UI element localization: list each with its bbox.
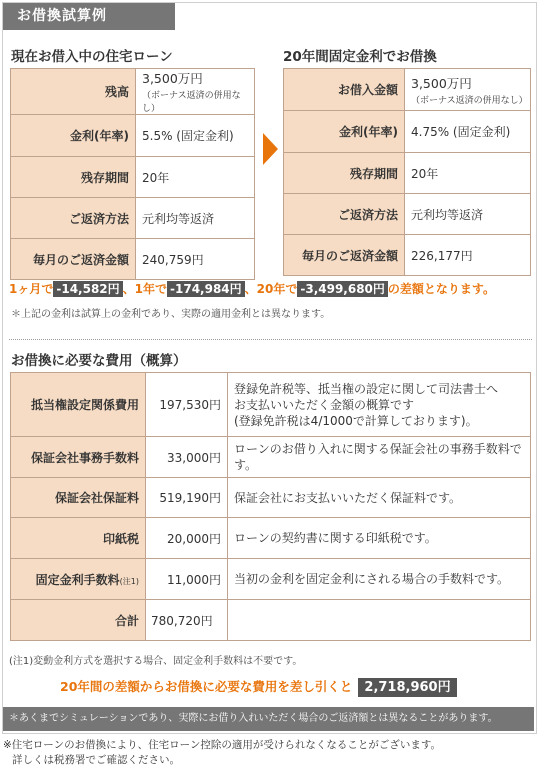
current-loan-heading: 現在お借入中の住宅ローン bbox=[11, 49, 173, 65]
row-value: 3,500万円 （ボーナス返済の併用なし） bbox=[405, 69, 531, 111]
rate-note: ＊上記の金利は試算上の金利であり、実際の適用金利とは異なります。 bbox=[11, 309, 331, 320]
total-row bbox=[11, 600, 531, 641]
row-value: 元利均等返済 bbox=[136, 198, 255, 239]
row-label: お借入金額 bbox=[284, 69, 405, 111]
table-row bbox=[284, 235, 531, 276]
costs-table bbox=[10, 372, 531, 641]
table-row bbox=[11, 157, 255, 198]
table-row bbox=[284, 153, 531, 194]
row-label: ご返済方法 bbox=[284, 194, 405, 235]
row-label: 金利(年率) bbox=[11, 115, 136, 157]
current-loan-table bbox=[10, 68, 255, 280]
row-value: 240,759円 bbox=[136, 239, 255, 280]
row-value: 5.5% (固定金利) bbox=[136, 115, 255, 157]
refinance-table bbox=[283, 68, 531, 276]
cost-label: 保証会社事務手数料 bbox=[11, 437, 146, 478]
total-description-empty bbox=[228, 600, 531, 641]
table-row bbox=[11, 69, 255, 115]
table-row bbox=[11, 115, 255, 157]
table-row bbox=[284, 111, 531, 153]
difference-summary: 1ヶ月で -14,582円 、1年で -174,984円 、20年で -3,499,680円 の差額となります。 bbox=[9, 282, 495, 296]
cost-amount: 519,190円 bbox=[146, 478, 228, 518]
table-row bbox=[11, 198, 255, 239]
table-row bbox=[284, 194, 531, 235]
table-row bbox=[11, 437, 531, 478]
cost-label: 印紙税 bbox=[11, 518, 146, 559]
table-row bbox=[11, 559, 531, 600]
diff-month-value: -14,582円 bbox=[53, 281, 122, 297]
row-label: 残存期間 bbox=[11, 157, 136, 198]
cost-description: 当初の金利を固定金利にされる場合の手数料です。 bbox=[228, 559, 531, 600]
costs-heading: お借換に必要な費用（概算） bbox=[11, 353, 187, 369]
footnote-1: (注1)変動金利方式を選択する場合、固定金利手数料は不要です。 bbox=[9, 656, 303, 667]
row-label: 残高 bbox=[11, 69, 136, 115]
divider bbox=[9, 339, 532, 340]
disclaimer-bar: ＊あくまでシミュレーションであり、実際にお借り入れいただく場合のご返済額とは異なることがあります。 bbox=[3, 707, 534, 731]
row-value: 3,500万円 （ボーナス返済の併用なし） bbox=[136, 69, 255, 115]
cost-label: 保証会社保証料 bbox=[11, 478, 146, 518]
table-row bbox=[11, 478, 531, 518]
row-value: 4.75% (固定金利) bbox=[405, 111, 531, 153]
diff-20year-value: -3,499,680円 bbox=[297, 281, 388, 297]
diff-year-value: -174,984円 bbox=[167, 281, 245, 297]
net-savings-summary: 20年間の差額からお借換に必要な費用を差し引くと 2,718,960円 bbox=[60, 676, 457, 695]
cost-label: 抵当権設定関係費用 bbox=[11, 373, 146, 437]
cost-label: 固定金利手数料(注1) bbox=[11, 559, 146, 600]
footer-note-1: ※住宅ローンのお借換により、住宅ローン控除の適用が受けられなくなることがございます。 bbox=[3, 739, 442, 751]
cost-description: ローンの契約書に関する印紙税です。 bbox=[228, 518, 531, 559]
cost-description: 保証会社にお支払いいただく保証料です。 bbox=[228, 478, 531, 518]
row-label: 金利(年率) bbox=[284, 111, 405, 153]
cost-amount: 11,000円 bbox=[146, 559, 228, 600]
cost-description: 登録免許税等、抵当権の設定に関して司法書士へ お支払いいただく金額の概算です (登録免許税は4/1000で計算しております)。 bbox=[228, 373, 531, 437]
section-title: お借換試算例 bbox=[3, 3, 175, 30]
row-value: 20年 bbox=[405, 153, 531, 194]
cost-description: ローンのお借り入れに関する保証会社の事務手数料です。 bbox=[228, 437, 531, 478]
cost-amount: 20,000円 bbox=[146, 518, 228, 559]
table-row bbox=[284, 69, 531, 111]
footer-note-2: 詳しくは税務署でご確認ください。 bbox=[12, 754, 180, 766]
row-label: ご返済方法 bbox=[11, 198, 136, 239]
cost-amount: 33,000円 bbox=[146, 437, 228, 478]
row-label: 毎月のご返済金額 bbox=[11, 239, 136, 280]
total-label: 合計 bbox=[11, 600, 146, 641]
row-value: 20年 bbox=[136, 157, 255, 198]
row-value: 元利均等返済 bbox=[405, 194, 531, 235]
row-value: 226,177円 bbox=[405, 235, 531, 276]
arrow-right-icon bbox=[263, 133, 278, 165]
row-label: 残存期間 bbox=[284, 153, 405, 194]
refinance-heading: 20年間固定金利でお借換 bbox=[283, 49, 437, 65]
table-row bbox=[11, 373, 531, 437]
total-amount: 780,720円 bbox=[146, 600, 228, 641]
table-row bbox=[11, 518, 531, 559]
table-row bbox=[11, 239, 255, 280]
net-savings-value: 2,718,960円 bbox=[358, 678, 456, 697]
cost-amount: 197,530円 bbox=[146, 373, 228, 437]
row-label: 毎月のご返済金額 bbox=[284, 235, 405, 276]
